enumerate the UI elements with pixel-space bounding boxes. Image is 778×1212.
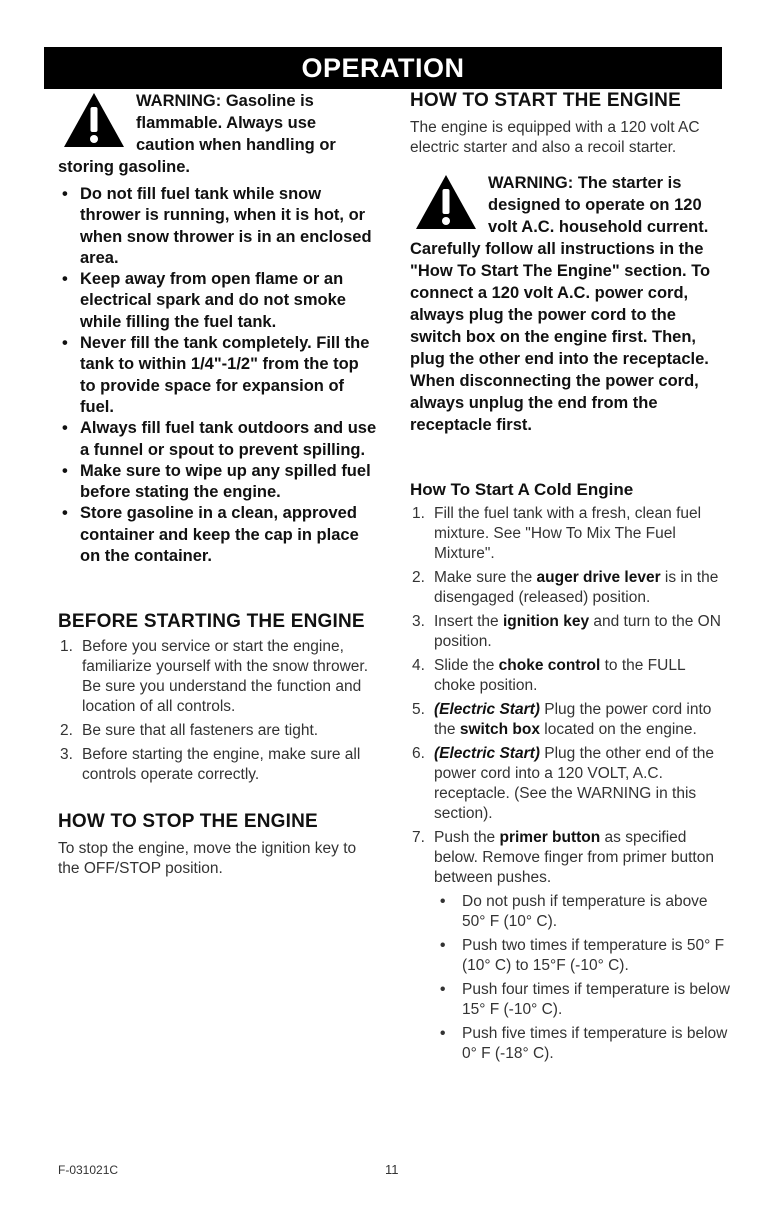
before-starting-section [58, 611, 378, 785]
list-item: 1. Fill the fuel tank with a fresh, clean fuel mixture. See "How To Mix The Fuel Mixture". [412, 505, 702, 562]
list-item: • Push five times if temperature is below 0° F (-18° C). [434, 1024, 730, 1064]
left-column [58, 90, 378, 879]
list-item: • Push two times if temperature is 50° F (10° C) to 15°F (-10° C). [434, 936, 730, 976]
warning-triangle-icon [62, 91, 126, 149]
starter-warning-text: WARNING: The starter is designed to operate on 120 volt A.C. household current. Carefully follow all instructions in the "How To Start The Engine" section. To connect a 120 volt A.C. power cord, always plug the power cord to the switch box on the engine first. Then, plug the other end into the receptacle. When disconnecting the power cord, always unplug the end from the receptacle first. [410, 174, 711, 434]
stop-engine-section [58, 811, 378, 879]
stop-engine-heading: HOW TO STOP THE ENGINE [58, 811, 318, 833]
before-starting-steps [58, 637, 378, 785]
list-item: 7. Push the primer button as specified below. Remove finger from primer button between pushes. • Do not push if temperature is above 50° F (10° C). • Push two times if temperature is 50° F (10° C) to 15°F (-10° C). • Push four times if temperature is below 15° F (-10° C). • Push five times if temperature is below 0° F (-18° C). [410, 828, 730, 1064]
list-item: • Store gasoline in a clean, approved container and keep the cap in place on the container. [58, 503, 378, 567]
list-item: • Always fill fuel tank outdoors and use a funnel or spout to prevent spilling. [58, 418, 378, 461]
warning-triangle-icon [414, 173, 478, 231]
gasoline-bullet-list [58, 184, 378, 567]
before-starting-heading: BEFORE STARTING THE ENGINE [58, 611, 365, 633]
right-column [410, 90, 730, 1068]
document-code: F-031021C [58, 1163, 119, 1177]
list-item: 3. Before starting the engine, make sure all controls operate correctly. [60, 746, 361, 784]
starter-warning [410, 172, 730, 436]
stop-engine-text: To stop the engine, move the ignition key to the OFF/STOP position. [58, 840, 357, 878]
cold-start-steps [410, 504, 730, 1064]
cold-start-section [410, 480, 730, 1064]
list-item: • Push four times if temperature is below 15° F (-10° C). [434, 980, 730, 1020]
list-item: • Do not push if temperature is above 50° F (10° C). [434, 892, 730, 932]
primer-push-list [434, 892, 730, 1064]
list-item: 6. (Electric Start) Plug the other end of the power cord into a 120 VOLT, A.C. receptacle. (See the WARNING in this section). [412, 745, 715, 822]
start-engine-heading: HOW TO START THE ENGINE [410, 90, 681, 111]
list-item: • Never fill the tank completely. Fill the tank to within 1/4"-1/2" from the top to provide space for expansion of fuel. [58, 333, 378, 418]
list-item: 2. Be sure that all fasteners are tight. [60, 722, 319, 740]
list-item: 3. Insert the ignition key and turn to the ON position. [412, 613, 721, 650]
page-number: 11 [385, 1162, 399, 1177]
list-item: 2. Make sure the auger drive lever is in the disengaged (released) position. [412, 569, 719, 606]
banner-title: OPERATION [301, 53, 465, 83]
list-item: 4. Slide the choke control to the FULL choke position. [412, 657, 686, 694]
list-item: • Keep away from open flame or an electrical spark and do not smoke while filling the fuel tank. [58, 269, 378, 333]
list-item: • Make sure to wipe up any spilled fuel before stating the engine. [58, 461, 378, 504]
gasoline-warning [58, 90, 378, 178]
section-banner [44, 47, 722, 89]
list-item: 1. Before you service or start the engine, familiarize yourself with the snow thrower. Be sure you understand the function and location of all controls. [60, 638, 369, 716]
list-item: • Do not fill fuel tank while snow thrower is running, when it is hot, or when snow thrower is in an enclosed area. [58, 184, 378, 269]
cold-start-heading: How To Start A Cold Engine [410, 480, 634, 499]
list-item: 5. (Electric Start) Plug the power cord into the switch box located on the engine. [412, 701, 712, 738]
start-engine-text: The engine is equipped with a 120 volt AC electric starter and also a recoil starter. [410, 119, 700, 156]
gasoline-warning-text: WARNING: Gasoline is flammable. Always use caution when handling or storing gasoline. [58, 92, 336, 176]
